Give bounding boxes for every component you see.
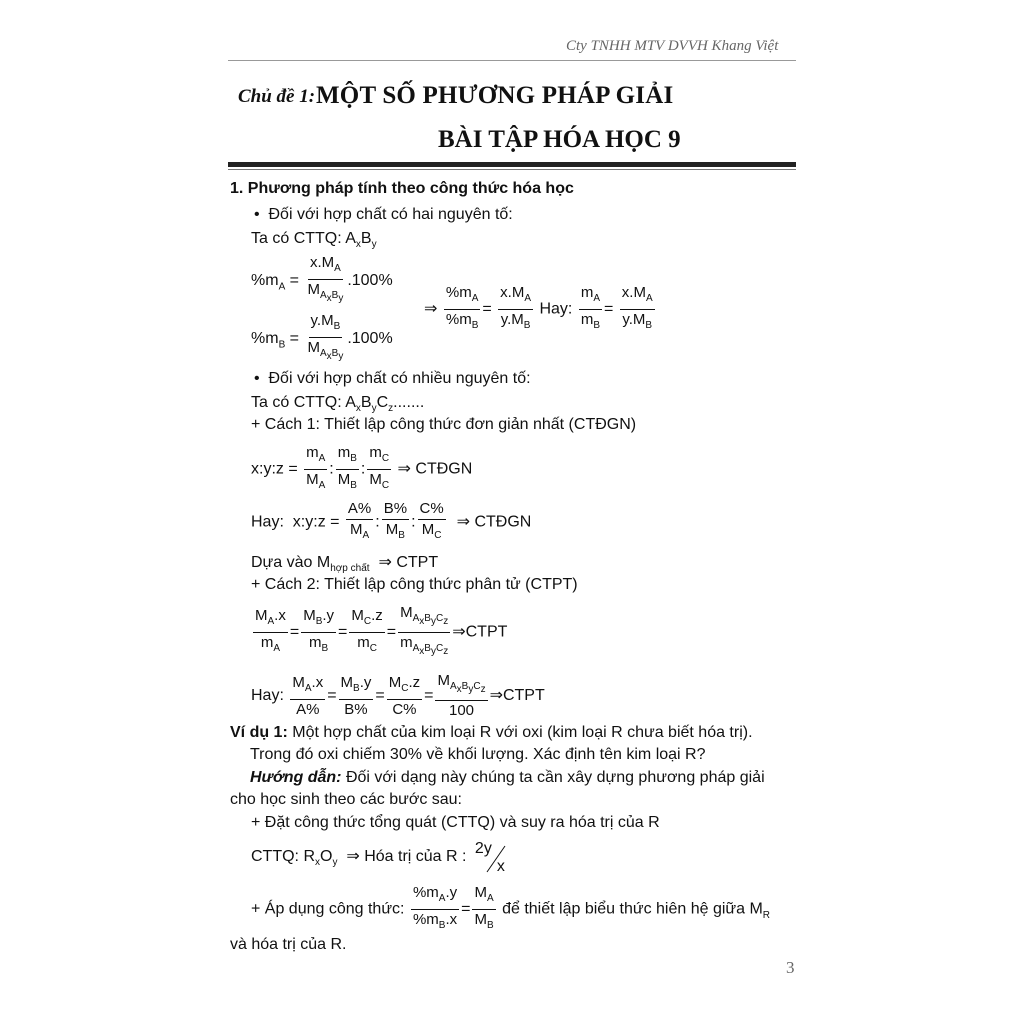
page-number: 3 — [786, 958, 795, 977]
guide-line2: cho học sinh theo các bước sau: — [230, 791, 462, 808]
chapter-title-line2: BÀI TẬP HÓA HỌC 9 — [438, 126, 681, 153]
step-2: + Áp dụng công thức: $\frac{\%m_A.y}{\%m_B.x}$ = $\frac{M_A}{M_B}$ để thiết lập biểu thức hiên hệ giữa $M_R$ — [251, 884, 771, 931]
formula-ratio: ⇒ $\frac{\%m_A}{\%m_B}$ = $\frac{x.M_A}{y.M_B}$ Hay: $\frac{m_A}{m_B}$ = $\frac{x.M_A}{y.M_B}$ — [424, 284, 653, 331]
bullet-two-elements: • Đối với hợp chất có hai nguyên tố: — [254, 206, 513, 223]
formula-ctpt-percent: Hay: $\frac{M_A.x}{A\%}$ = $\frac{M_B.y}{B\%}$ = $\frac{M_C.z}{C\%}$ = $\frac{M_{A_xB_yC_z}}{100}$ ⇒CTPT — [251, 672, 545, 719]
chapter-label: Chủ đề 1: — [238, 86, 316, 107]
bullet-many-elements: • Đối với hợp chất có nhiều nguyên tố: — [254, 370, 531, 387]
cttq-many: Ta có CTTQ: $A_xB_yC_z$....... — [251, 394, 425, 415]
last-line: và hóa trị của R. — [230, 936, 347, 953]
title-rule-thin — [228, 169, 796, 170]
formula-xyz-mass: x:y:z = $\frac{m_A}{M_A}$ : $\frac{m_B}{M_B}$ : $\frac{m_C}{M_C}$ ⇒ CTĐGN — [251, 444, 473, 491]
bullet-dot-icon: • — [254, 370, 269, 387]
example-1-line1: Ví dụ 1: Một hợp chất của kim loại R với oxi (kim loại R chưa biết hóa trị). — [230, 724, 753, 741]
publisher-header: Cty TNHH MTV DVVH Khang Việt — [566, 38, 779, 54]
formula-xyz-percent: Hay: x:y:z = $\frac{A\%}{M_A}$ : $\frac{B\%}{M_B}$ : $\frac{C\%}{M_C}$ ⇒ CTĐGN — [251, 500, 532, 541]
step-1: + Đặt công thức tổng quát (CTTQ) và suy ra hóa trị của R — [251, 814, 660, 831]
formula-percent-mB: $\%m_B$ = $\frac{y.M_B}{M_{A_xB_y}}$ .100% — [251, 312, 393, 362]
section-heading: 1. Phương pháp tính theo công thức hóa học — [230, 180, 574, 197]
formula-ctpt-mass: $\frac{M_A.x}{m_A}$ = $\frac{M_B.y}{m_B}$ = $\frac{M_C.z}{m_C}$ = $\frac{M_{A_xB_yC_z}}{m_{A_xB_yC_z}}$ ⇒CTPT — [255, 604, 508, 657]
header-rule — [228, 60, 796, 61]
cttq-rxoy: CTTQ: $R_xO_y$ ⇒ Hóa trị của R : 2y x — [251, 846, 511, 876]
guide-line1: Hướng dẫn: Đối với dạng này chúng ta cần xây dựng phương pháp giải — [250, 769, 765, 786]
bullet-dot-icon: • — [254, 206, 269, 223]
cttq-two: Ta có CTTQ: $A_xB_y$ — [251, 230, 377, 251]
chapter-title-line1: MỘT SỐ PHƯƠNG PHÁP GIẢI — [316, 82, 674, 109]
formula-percent-mA: $\%m_A$ = $\frac{x.M_A}{M_{A_xB_y}}$ .100% — [251, 254, 393, 304]
title-rule-thick — [228, 162, 796, 167]
method-2: + Cách 2: Thiết lập công thức phân tử (CTPT) — [251, 576, 578, 593]
based-on-molar-mass: Dựa vào $M_{hợp chất}$ ⇒ CTPT — [251, 554, 439, 575]
valence-fraction: 2y x — [474, 840, 505, 875]
example-1-line2: Trong đó oxi chiếm 30% về khối lượng. Xác định tên kim loại R? — [250, 746, 706, 763]
method-1: + Cách 1: Thiết lập công thức đơn giản nhất (CTĐGN) — [251, 416, 637, 433]
